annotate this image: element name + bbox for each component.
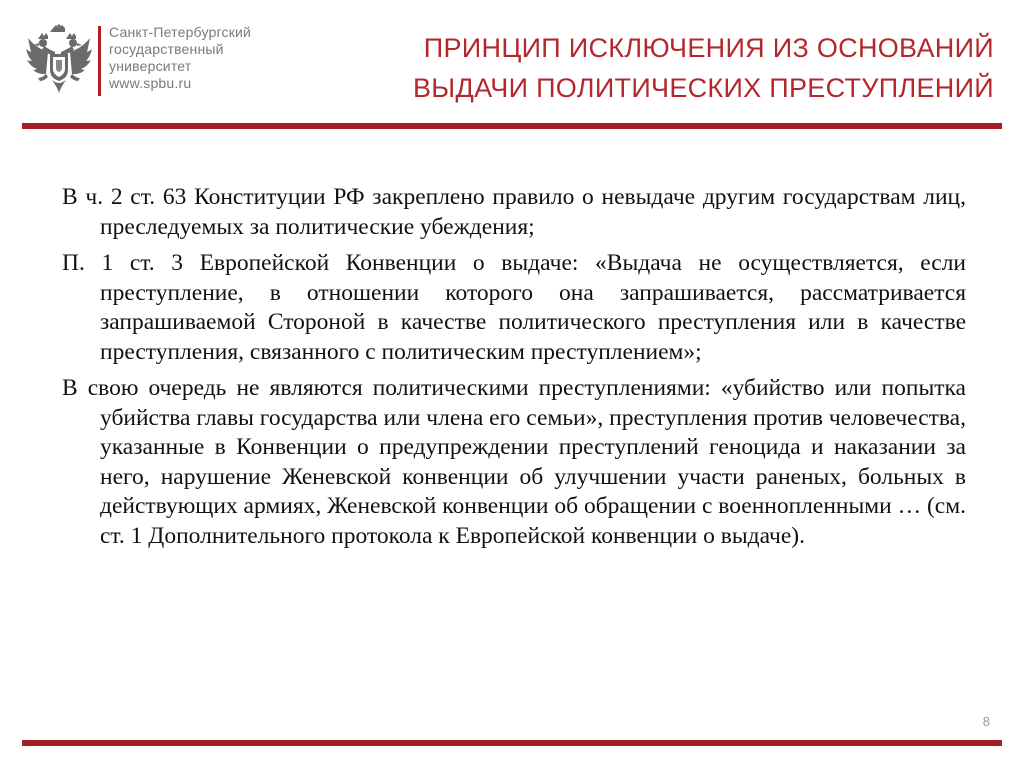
body-paragraph-european-convention: П. 1 ст. 3 Европейской Конвенции о выдаче: «Выдача не осуществляется, если преступление, в отношении которого она запрашивается, рассматривается запрашиваемой Стороной в качестве политического преступления или в качестве преступления, связанного с политическим преступлением»; <box>62 250 966 365</box>
header-divider <box>22 123 1002 129</box>
slide-title <box>354 28 994 108</box>
university-name-line3: университет <box>109 58 192 74</box>
body-paragraph-constitution: В ч. 2 ст. 63 Конституции РФ закреплено правило о невыдаче другим государствам лиц, преследуемых за политические убеждения; <box>62 184 966 240</box>
university-name-line1: Санкт-Петербургский <box>109 24 252 40</box>
double-headed-eagle-emblem-icon <box>26 24 92 96</box>
university-website: www.spbu.ru <box>109 75 192 91</box>
slide-title-line1: ПРИНЦИП ИСКЛЮЧЕНИЯ ИЗ ОСНОВАНИЙ <box>423 33 994 63</box>
slide-body <box>62 183 966 558</box>
footer-divider <box>22 740 1002 746</box>
page-number: 8 <box>982 714 990 729</box>
slide-title-line2: ВЫДАЧИ ПОЛИТИЧЕСКИХ ПРЕСТУПЛЕНИЙ <box>413 73 994 103</box>
logo-divider <box>98 26 101 96</box>
body-paragraph-exceptions: В свою очередь не являются политическими преступлениями: «убийство или попытка убийства главы государства или члена его семьи», преступления против человечества, указанные в Конвенции о предупреждении преступлений геноцида и наказании за него, нарушение Женевской конвенции об улучшении участи раненых, больных в действующих армиях, Женевской конвенции об обращении с военнопленными … (см. ст. 1 Дополнительного протокола к Европейской конвенции о выдаче). <box>62 375 966 549</box>
university-logo <box>26 22 326 100</box>
university-name <box>109 24 319 92</box>
university-name-line2: государственный <box>109 41 224 57</box>
